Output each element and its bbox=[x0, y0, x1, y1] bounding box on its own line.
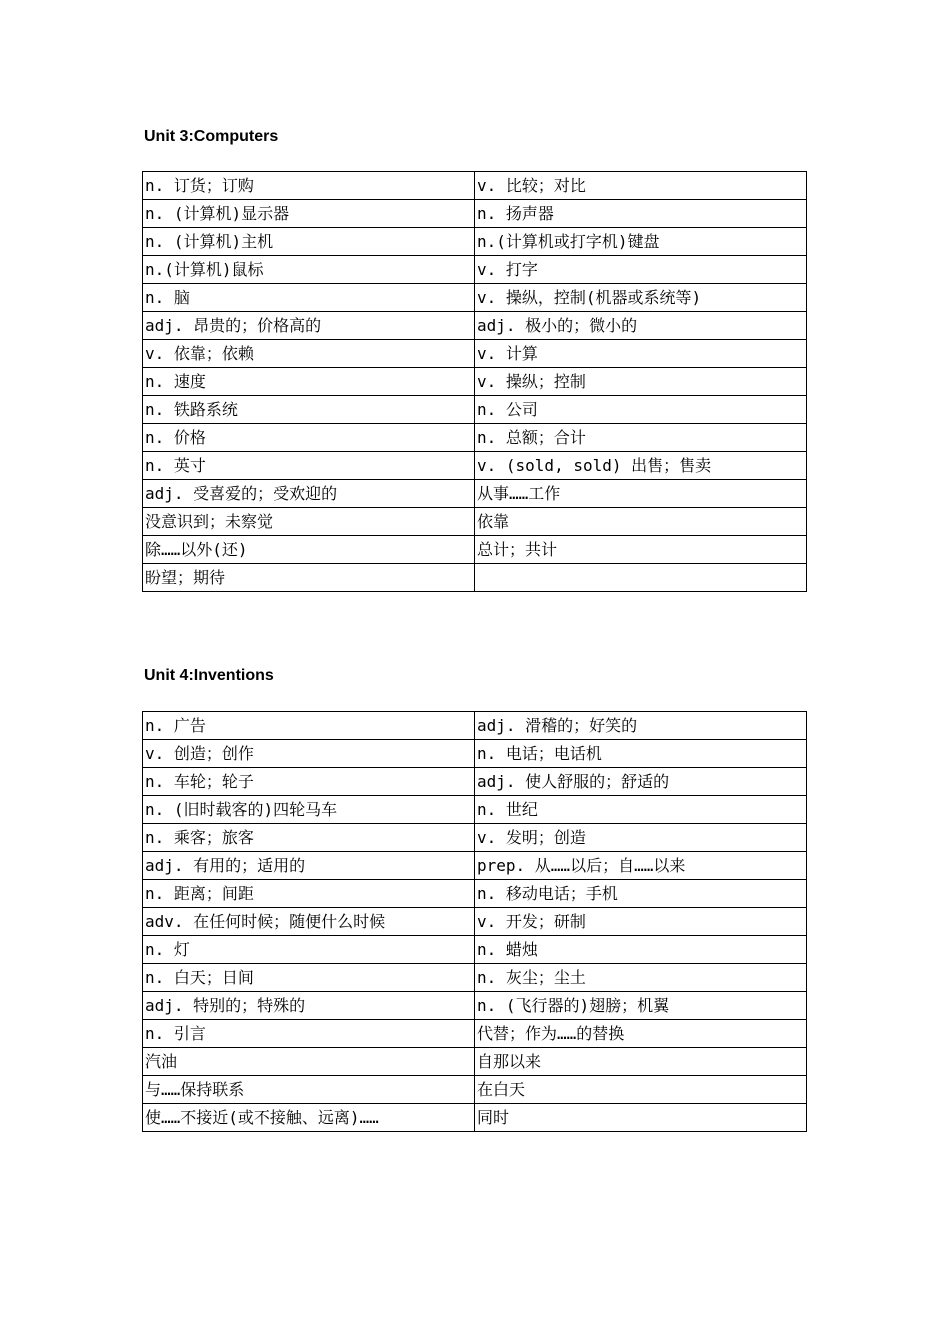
vocab-cell-left: v. 创造；创作 bbox=[143, 740, 475, 768]
vocab-cell-left: adj. 特别的；特殊的 bbox=[143, 992, 475, 1020]
vocab-cell-right: n. 电话；电话机 bbox=[475, 740, 807, 768]
vocab-row bbox=[143, 992, 807, 1020]
vocab-cell-left: 除……以外(还) bbox=[143, 536, 475, 564]
vocab-row bbox=[143, 1048, 807, 1076]
vocab-cell-right: adj. 使人舒服的；舒适的 bbox=[475, 768, 807, 796]
vocab-cell-right: adj. 滑稽的；好笑的 bbox=[475, 712, 807, 740]
vocab-cell-right: v. 操纵，控制(机器或系统等) bbox=[475, 284, 807, 312]
unit-3-vocab-rows bbox=[143, 172, 807, 592]
vocab-row bbox=[143, 852, 807, 880]
vocab-cell-right: v. 发明；创造 bbox=[475, 824, 807, 852]
vocab-cell-left: adj. 受喜爱的；受欢迎的 bbox=[143, 480, 475, 508]
vocab-row bbox=[143, 1076, 807, 1104]
vocab-cell-right: 在白天 bbox=[475, 1076, 807, 1104]
vocab-cell-right bbox=[475, 564, 807, 592]
vocab-cell-left: n. 车轮；轮子 bbox=[143, 768, 475, 796]
vocab-row bbox=[143, 936, 807, 964]
vocab-cell-right: 从事……工作 bbox=[475, 480, 807, 508]
vocab-cell-left: n. (计算机)显示器 bbox=[143, 200, 475, 228]
vocab-cell-right: n. (飞行器的)翅膀；机翼 bbox=[475, 992, 807, 1020]
vocab-cell-left: n. 灯 bbox=[143, 936, 475, 964]
unit-4-vocab-rows bbox=[143, 712, 807, 1132]
vocab-row bbox=[143, 880, 807, 908]
vocab-row bbox=[143, 740, 807, 768]
vocab-cell-left: n. 英寸 bbox=[143, 452, 475, 480]
vocab-cell-right: adj. 极小的；微小的 bbox=[475, 312, 807, 340]
vocab-cell-left: n. 距离；间距 bbox=[143, 880, 475, 908]
vocab-row bbox=[143, 768, 807, 796]
vocab-row bbox=[143, 172, 807, 200]
vocab-row bbox=[143, 1020, 807, 1048]
unit-4-vocab-table bbox=[142, 711, 807, 1132]
vocab-row bbox=[143, 536, 807, 564]
vocab-row bbox=[143, 824, 807, 852]
vocab-row bbox=[143, 712, 807, 740]
vocab-cell-right: n.(计算机或打字机)键盘 bbox=[475, 228, 807, 256]
vocab-cell-left: n. 广告 bbox=[143, 712, 475, 740]
vocab-cell-left: adj. 昂贵的；价格高的 bbox=[143, 312, 475, 340]
vocab-cell-right: v. 操纵；控制 bbox=[475, 368, 807, 396]
vocab-row bbox=[143, 452, 807, 480]
unit-3-title: Unit 3:Computers bbox=[144, 128, 279, 145]
vocab-row bbox=[143, 908, 807, 936]
vocab-cell-left: 没意识到；未察觉 bbox=[143, 508, 475, 536]
vocab-row bbox=[143, 508, 807, 536]
vocab-cell-right: n. 移动电话；手机 bbox=[475, 880, 807, 908]
vocab-cell-right: n. 蜡烛 bbox=[475, 936, 807, 964]
vocab-row bbox=[143, 312, 807, 340]
vocab-row bbox=[143, 256, 807, 284]
vocab-row bbox=[143, 284, 807, 312]
vocab-cell-left: 与……保持联系 bbox=[143, 1076, 475, 1104]
vocab-cell-left: n. 引言 bbox=[143, 1020, 475, 1048]
vocab-cell-right: n. 总额；合计 bbox=[475, 424, 807, 452]
vocab-cell-left: n. (计算机)主机 bbox=[143, 228, 475, 256]
vocab-cell-right: v. (sold, sold) 出售；售卖 bbox=[475, 452, 807, 480]
vocab-cell-left: n. (旧时载客的)四轮马车 bbox=[143, 796, 475, 824]
vocab-cell-left: n.(计算机)鼠标 bbox=[143, 256, 475, 284]
vocab-row bbox=[143, 964, 807, 992]
vocab-cell-right: n. 世纪 bbox=[475, 796, 807, 824]
vocab-row bbox=[143, 480, 807, 508]
vocab-cell-right: v. 计算 bbox=[475, 340, 807, 368]
vocab-cell-right: n. 公司 bbox=[475, 396, 807, 424]
vocab-cell-left: adj. 有用的；适用的 bbox=[143, 852, 475, 880]
vocab-cell-right: 同时 bbox=[475, 1104, 807, 1132]
vocab-cell-left: n. 白天；日间 bbox=[143, 964, 475, 992]
vocab-row bbox=[143, 424, 807, 452]
vocab-cell-right: 自那以来 bbox=[475, 1048, 807, 1076]
vocab-row bbox=[143, 368, 807, 396]
vocab-cell-left: 汽油 bbox=[143, 1048, 475, 1076]
vocab-row bbox=[143, 200, 807, 228]
vocab-row bbox=[143, 564, 807, 592]
vocab-cell-right: v. 比较；对比 bbox=[475, 172, 807, 200]
vocab-cell-left: n. 脑 bbox=[143, 284, 475, 312]
vocab-row bbox=[143, 340, 807, 368]
vocab-cell-right: v. 打字 bbox=[475, 256, 807, 284]
vocab-row bbox=[143, 396, 807, 424]
vocab-row bbox=[143, 228, 807, 256]
vocab-cell-left: adv. 在任何时候；随便什么时候 bbox=[143, 908, 475, 936]
vocab-cell-left: 使……不接近(或不接触、远离)…… bbox=[143, 1104, 475, 1132]
vocab-cell-left: n. 速度 bbox=[143, 368, 475, 396]
unit-3-vocab-table bbox=[142, 171, 807, 592]
vocab-cell-right: n. 扬声器 bbox=[475, 200, 807, 228]
vocab-cell-left: n. 订货；订购 bbox=[143, 172, 475, 200]
vocab-cell-right: prep. 从……以后；自……以来 bbox=[475, 852, 807, 880]
vocab-cell-right: v. 开发；研制 bbox=[475, 908, 807, 936]
vocab-cell-left: v. 依靠；依赖 bbox=[143, 340, 475, 368]
vocab-cell-right: n. 灰尘；尘土 bbox=[475, 964, 807, 992]
vocab-cell-right: 依靠 bbox=[475, 508, 807, 536]
vocab-cell-right: 总计；共计 bbox=[475, 536, 807, 564]
vocab-cell-left: 盼望；期待 bbox=[143, 564, 475, 592]
vocab-cell-left: n. 乘客；旅客 bbox=[143, 824, 475, 852]
vocab-row bbox=[143, 1104, 807, 1132]
unit-4-title: Unit 4:Inventions bbox=[144, 667, 274, 684]
vocab-cell-left: n. 铁路系统 bbox=[143, 396, 475, 424]
vocab-cell-left: n. 价格 bbox=[143, 424, 475, 452]
vocab-row bbox=[143, 796, 807, 824]
vocab-cell-right: 代替；作为……的替换 bbox=[475, 1020, 807, 1048]
